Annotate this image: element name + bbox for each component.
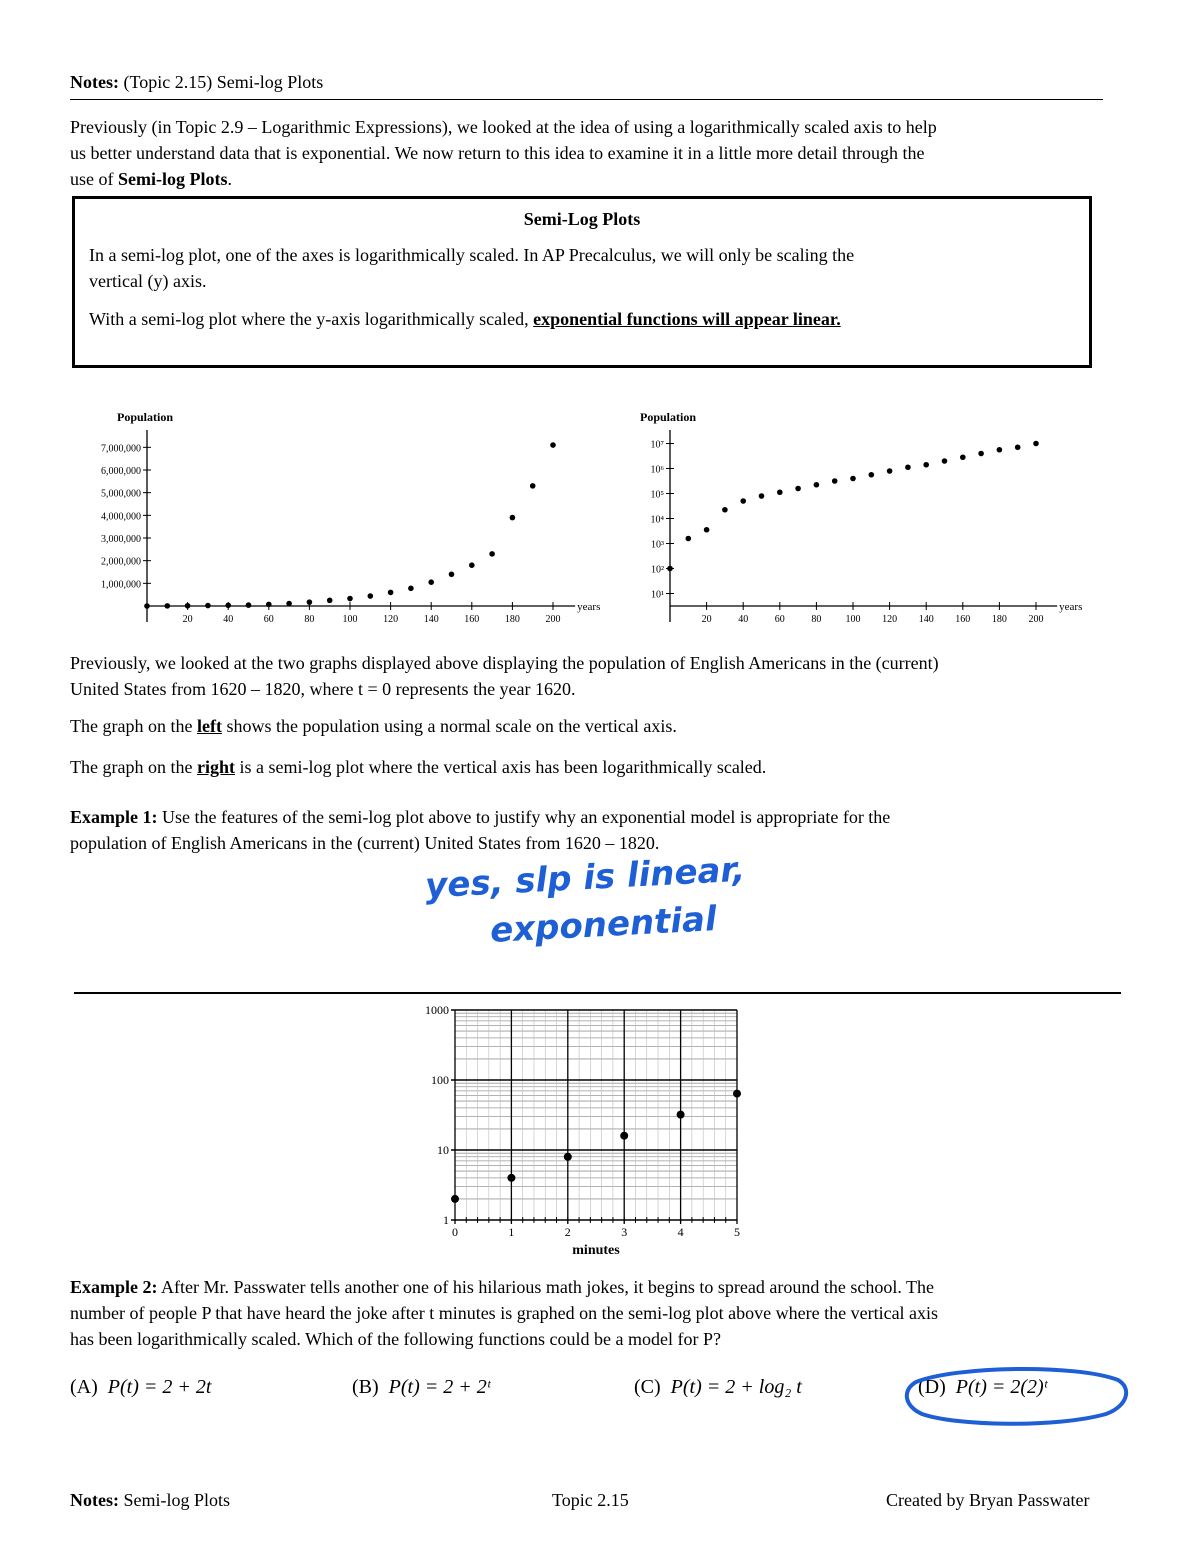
answer-circle-annotation — [896, 1360, 1136, 1430]
footer-right: Created by Bryan Passwater — [886, 1490, 1090, 1510]
x-axis-label: years — [577, 601, 601, 613]
data-point — [550, 442, 556, 448]
data-point — [923, 462, 929, 468]
y-tick-label: 5,000,000 — [101, 488, 141, 500]
data-point — [246, 602, 252, 608]
y-tick-label: 4,000,000 — [101, 511, 141, 523]
x-tick-label: 200 — [1028, 614, 1044, 625]
data-point — [795, 486, 801, 492]
x-tick-label: 200 — [545, 614, 561, 625]
header-title: (Topic 2.15) Semi-log Plots — [123, 72, 324, 92]
data-point — [469, 562, 475, 568]
data-point — [667, 566, 673, 572]
data-point — [205, 603, 211, 609]
data-point — [564, 1153, 572, 1161]
data-point — [1033, 441, 1039, 447]
x-axis-label: minutes — [572, 1243, 620, 1258]
intro-paragraph — [70, 114, 937, 192]
y-tick-label: 10⁴ — [650, 514, 664, 526]
x-tick-label: 0 — [452, 1225, 458, 1239]
option-c[interactable]: (C) P(t) = 2 + log₂ t — [634, 1376, 802, 1398]
data-point — [887, 468, 893, 474]
definition-box — [72, 196, 1092, 368]
data-point — [686, 536, 692, 542]
footer-center: Topic 2.15 — [552, 1490, 629, 1510]
x-tick-label: 160 — [955, 614, 971, 625]
x-tick-label: 40 — [223, 614, 234, 625]
y-tick-label: 3,000,000 — [101, 534, 141, 545]
example-1: Example 1: Use the features of the semi-log plot above to justify why an exponential model is appropriate for the population of English Americans in the (current) United States from 1620 – 1820. — [70, 807, 891, 853]
data-point — [978, 451, 984, 457]
graph-description — [70, 650, 939, 702]
data-point — [449, 571, 455, 577]
data-point — [850, 476, 856, 482]
data-point — [307, 599, 313, 605]
data-point — [869, 472, 875, 478]
y-tick-label: 100 — [431, 1073, 449, 1087]
data-point — [347, 596, 353, 602]
y-tick-label: 6,000,000 — [101, 466, 141, 477]
x-tick-label: 80 — [811, 614, 822, 625]
joke-spread-semilog-chart — [400, 998, 760, 1263]
intro-line-3: use of Semi-log Plots. — [70, 169, 232, 189]
x-tick-label: 180 — [504, 614, 520, 625]
y-tick-label: 7,000,000 — [101, 443, 141, 455]
option-d[interactable]: (D) P(t) = 2(2)ᵗ — [918, 1376, 1048, 1398]
data-point — [225, 603, 231, 609]
population-semilog-chart — [625, 392, 1105, 632]
x-tick-label: 120 — [882, 614, 898, 625]
left-graph-note: The graph on the left shows the population using a normal scale on the vertical axis. — [70, 716, 677, 736]
data-point — [942, 458, 948, 464]
footer-left: Notes: Semi-log Plots — [70, 1490, 230, 1510]
data-point — [960, 454, 966, 460]
y-axis-label: Population — [117, 410, 174, 424]
page-header — [70, 72, 1103, 100]
y-tick-label: 1000 — [425, 1003, 449, 1017]
data-point — [388, 590, 394, 596]
x-tick-label: 140 — [423, 614, 439, 625]
x-tick-label: 4 — [677, 1225, 684, 1239]
handwritten-answer-line-2: exponential — [489, 899, 718, 951]
data-point — [185, 603, 191, 609]
data-point — [740, 498, 746, 504]
data-point — [620, 1132, 628, 1140]
intro-line-1: Previously (in Topic 2.9 – Logarithmic Expressions), we looked at the idea of using a logarithmically scaled axis to help — [70, 117, 937, 137]
data-point — [144, 603, 150, 609]
data-point — [165, 603, 171, 609]
y-tick-label: 1 — [443, 1213, 449, 1227]
data-point — [266, 602, 272, 608]
description-line-2: United States from 1620 – 1820, where t = 0 represents the year 1620. — [70, 679, 576, 699]
data-point — [510, 515, 516, 521]
data-point — [507, 1174, 515, 1182]
description-line-1: Previously, we looked at the two graphs displayed above displaying the population of English Americans in the (current) — [70, 653, 939, 673]
x-tick-label: 120 — [383, 614, 399, 625]
data-point — [759, 493, 765, 499]
x-tick-label: 160 — [464, 614, 480, 625]
data-point — [368, 593, 374, 599]
intro-line-2: us better understand data that is exponential. We now return to this idea to examine it in a little more detail through the — [70, 143, 925, 163]
data-point — [428, 579, 434, 585]
data-point — [489, 551, 495, 557]
data-point — [777, 489, 783, 495]
x-axis-label: years — [1059, 601, 1083, 613]
data-point — [1015, 444, 1021, 450]
data-point — [733, 1090, 741, 1098]
data-point — [677, 1111, 685, 1119]
y-axis-label: Population — [640, 410, 697, 424]
data-point — [997, 447, 1003, 453]
definition-paragraph-1: In a semi-log plot, one of the axes is logarithmically scaled. In AP Precalculus, we will only be scaling the vertical (y) axis. — [89, 245, 855, 291]
y-tick-label: 1,000,000 — [101, 579, 141, 591]
data-point — [451, 1195, 459, 1203]
data-point — [704, 527, 710, 533]
y-tick-label: 10⁵ — [650, 489, 664, 501]
data-point — [905, 464, 911, 470]
x-tick-label: 80 — [304, 614, 315, 625]
section-divider — [74, 992, 1121, 994]
x-tick-label: 60 — [263, 614, 274, 625]
option-b[interactable]: (B) P(t) = 2 + 2ᵗ — [352, 1376, 491, 1398]
definition-title: Semi-Log Plots — [523, 209, 641, 229]
example-2-label: Example 2: — [70, 1277, 158, 1297]
data-point — [286, 601, 292, 607]
right-graph-note: The graph on the right is a semi-log plot where the vertical axis has been logarithmically scaled. — [70, 757, 767, 777]
y-tick-label: 2,000,000 — [101, 556, 141, 568]
x-tick-label: 100 — [845, 614, 861, 625]
data-point — [530, 483, 536, 489]
emphasis-text: exponential functions will appear linear. — [533, 309, 841, 329]
x-tick-label: 20 — [182, 614, 193, 625]
x-tick-label: 100 — [342, 614, 358, 625]
y-tick-label: 10³ — [651, 539, 664, 551]
population-linear-chart — [60, 392, 620, 632]
x-tick-label: 2 — [564, 1225, 571, 1239]
definition-paragraph-2: With a semi-log plot where the y-axis logarithmically scaled, exponential functions will appear linear. — [89, 309, 841, 329]
data-point — [814, 482, 820, 488]
y-tick-label: 10⁷ — [650, 439, 664, 451]
x-tick-label: 5 — [734, 1225, 740, 1239]
handwritten-answer-line-1: yes, slp is linear, — [424, 849, 747, 907]
header-label: Notes: — [70, 72, 119, 92]
data-point — [327, 598, 333, 604]
example-1-label: Example 1: — [70, 807, 158, 827]
y-tick-label: 10⁶ — [650, 464, 664, 476]
y-tick-label: 10¹ — [651, 589, 664, 601]
x-tick-label: 180 — [991, 614, 1007, 625]
data-point — [832, 478, 838, 484]
data-point — [722, 507, 728, 513]
x-tick-label: 140 — [918, 614, 934, 625]
x-tick-label: 20 — [701, 614, 712, 625]
x-tick-label: 60 — [774, 614, 785, 625]
data-point — [408, 586, 414, 592]
x-tick-label: 3 — [621, 1225, 628, 1239]
y-tick-label: 10 — [437, 1143, 449, 1157]
y-tick-label: 10² — [651, 564, 664, 576]
x-tick-label: 40 — [738, 614, 749, 625]
option-a[interactable]: (A) P(t) = 2 + 2t — [70, 1376, 212, 1398]
example-2: Example 2: After Mr. Passwater tells another one of his hilarious math jokes, it begins to spread around the school. The number of people P that have heard the joke after t minutes is graphed on the semi-log plot above where the vertical axis has been logarithmically scaled. Which of the following functions could be a model for P? — [70, 1277, 939, 1349]
x-tick-label: 1 — [508, 1225, 515, 1239]
